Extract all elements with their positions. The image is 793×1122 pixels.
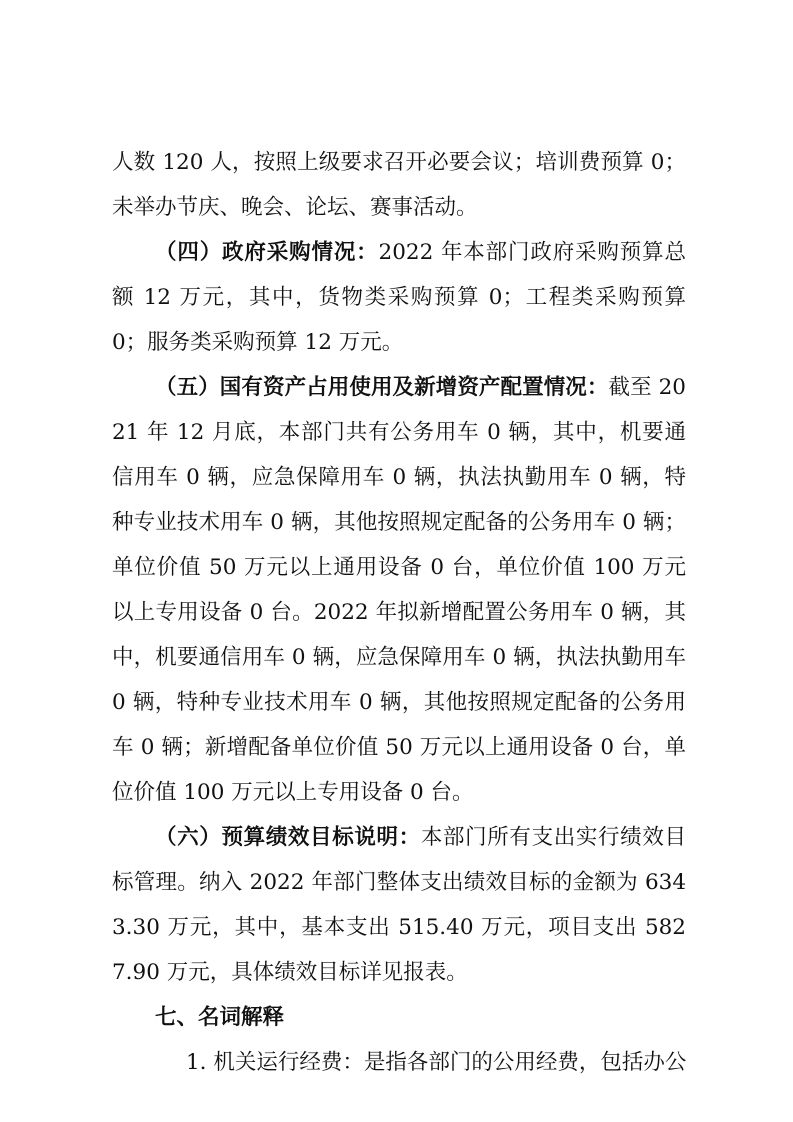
performance-text: 本部门所有支出实行绩效目标管理。纳入 2022 年部门整体支出绩效目标的金额为 6343.30 万元，其中，基本支出 515.40 万元，项目支出 5827.90 万元，具体绩效目标详见报表。	[112, 825, 686, 985]
glossary-item-1: 1. 机关运行经费：是指各部门的公用经费，包括办公	[186, 1050, 687, 1075]
procurement-paragraph	[112, 230, 686, 365]
procurement-text: 2022 年本部门政府采购预算总额 12 万元，其中，货物类采购预算 0；工程类采购预算 0；服务类采购预算 12 万元。	[112, 240, 686, 355]
meeting-expense-continuation	[112, 140, 686, 230]
assets-heading: （五）国有资产占用使用及新增资产配置情况：	[155, 375, 609, 400]
assets-paragraph	[112, 365, 686, 815]
performance-paragraph	[112, 815, 686, 995]
procurement-heading: （四）政府采购情况：	[155, 240, 379, 265]
section-7-heading: 七、名词解释	[155, 1005, 285, 1030]
meeting-expense-text: 人数 120 人，按照上级要求召开必要会议；培训费预算 0；未举办节庆、晚会、论坛、赛事活动。	[112, 150, 686, 220]
assets-text: 截至 2021 年 12 月底，本部门共有公务用车 0 辆，其中，机要通信用车 0 辆，应急保障用车 0 辆，执法执勤用车 0 辆，特种专业技术用车 0 辆，其他按照规定配备的公务用车 0 辆；单位价值 50 万元以上通用设备 0 台，单位价值 100 万元以上专用设备 0 台。2022 年拟新增配置公务用车 0 辆，其中，机要通信用车 0 辆，应急保障用车 0 辆，执法执勤用车 0 辆，特种专业技术用车 0 辆，其他按照规定配备的公务用车 0 辆；新增配备单位价值 50 万元以上通用设备 0 台，单位价值 100 万元以上专用设备 0 台。	[112, 375, 686, 805]
performance-heading: （六）预算绩效目标说明：	[155, 825, 421, 850]
document-page	[112, 140, 686, 1085]
